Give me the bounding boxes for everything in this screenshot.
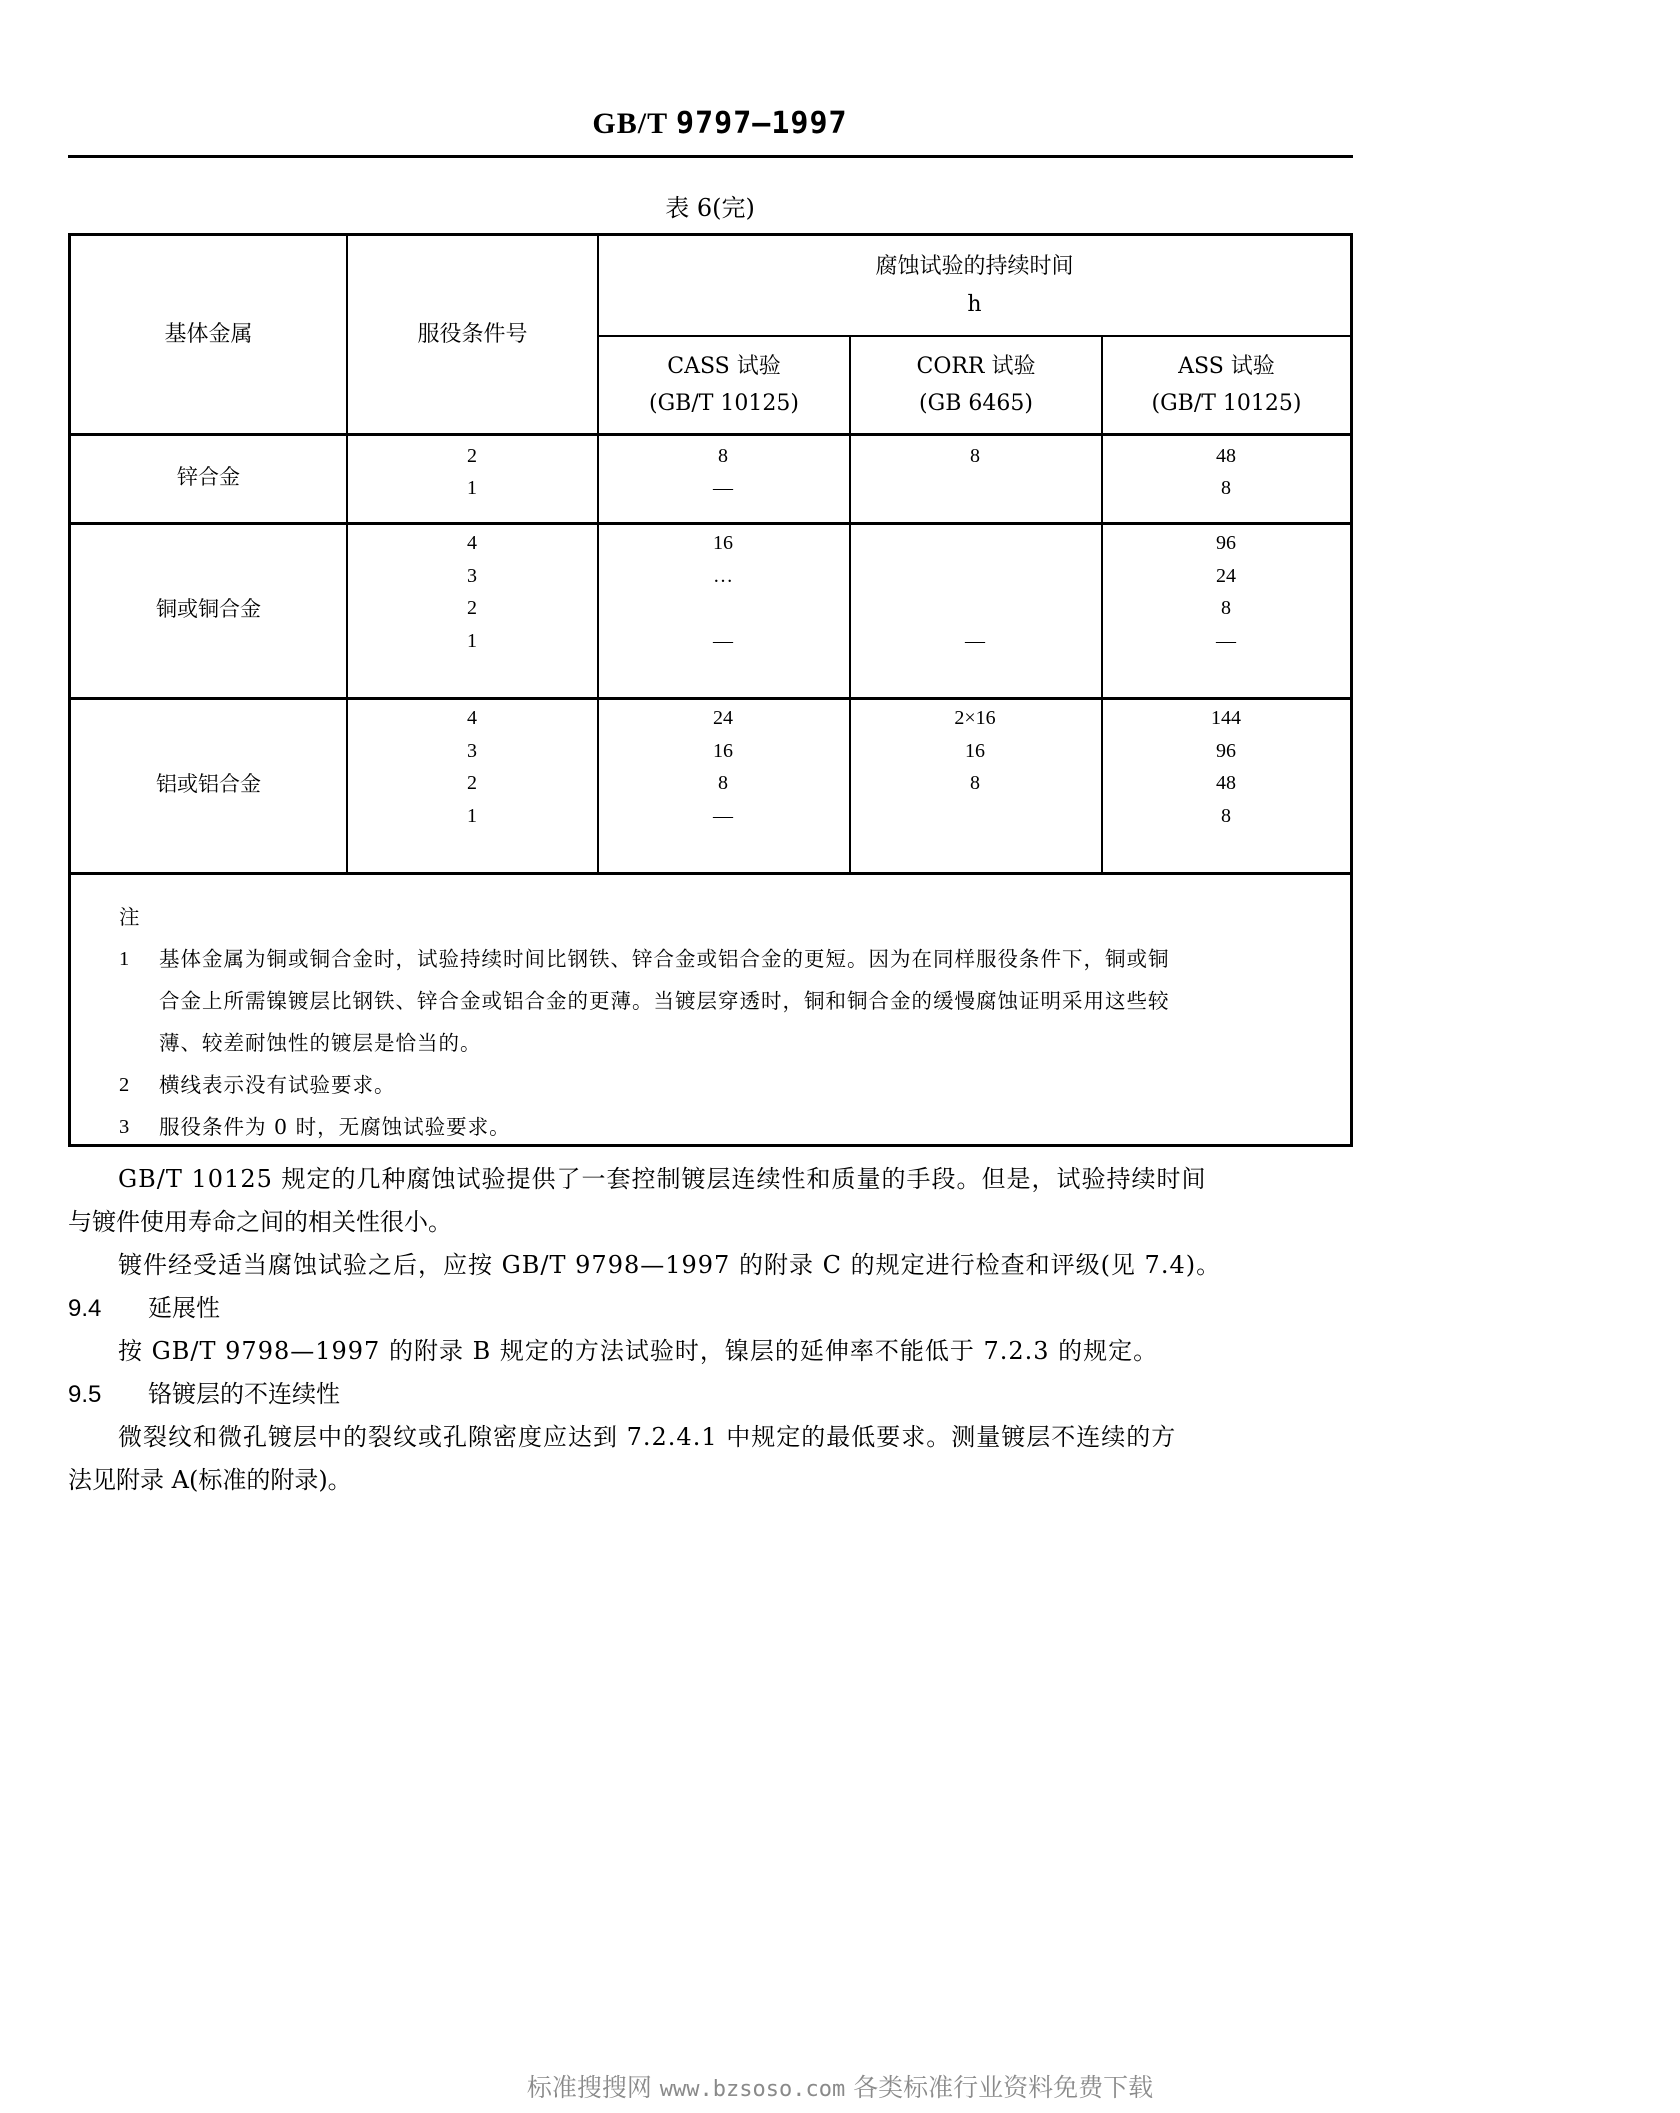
group-base-metal: 锌合金: [177, 464, 240, 489]
cell-ass: 144: [1211, 707, 1241, 729]
row-divider: [71, 872, 1350, 875]
cell-corr: 16: [965, 739, 985, 762]
header-corr: [851, 337, 1101, 433]
test-standard: (GB/T 10125): [1151, 391, 1302, 416]
cell-cass: 8: [718, 445, 728, 467]
cell-condition: 1: [467, 477, 477, 499]
cell-condition: 4: [467, 532, 477, 554]
cell-ass: —: [1216, 629, 1236, 652]
cell-ass: 8: [1221, 597, 1231, 619]
note-line: [119, 1022, 1319, 1064]
corrosion-test-table: [68, 233, 1353, 1147]
cell-cass: —: [713, 629, 733, 652]
test-standard: (GB 6465): [919, 391, 1033, 416]
note-line: [119, 1106, 1319, 1148]
test-standard: (GB/T 10125): [649, 391, 799, 416]
cell-cass: 24: [713, 707, 733, 729]
section-number: 9.4: [68, 1295, 102, 1322]
header-base-metal: 基体金属: [164, 321, 253, 347]
header-cass: [599, 337, 849, 433]
watermark-site-name: 标准搜搜网: [526, 2073, 652, 2102]
paragraph-continuation: 与镀件使用寿命之间的相关性很小。: [68, 1208, 452, 1236]
cell-cass: …: [713, 564, 733, 587]
watermark-url[interactable]: www.bzsoso.com: [659, 2077, 846, 2102]
cell-corr: 8: [970, 772, 980, 794]
section-title: 铬镀层的不连续性: [148, 1380, 340, 1408]
note-number: 3: [119, 1116, 130, 1138]
cell-corr: —: [965, 629, 985, 652]
cell-corr: 2×16: [954, 707, 996, 729]
header-ass: [1103, 337, 1350, 433]
header-service-condition: 服役条件号: [417, 321, 528, 347]
note-text: 横线表示没有试验要求。: [159, 1073, 396, 1097]
cell-ass: 48: [1216, 772, 1236, 794]
cell-cass: —: [713, 477, 733, 499]
note-line: [119, 938, 1319, 980]
cell-ass: 96: [1216, 739, 1236, 762]
paragraph: GB/T 10125 规定的几种腐蚀试验提供了一套控制镀层连续性和质量的手段。但是，试验持续时间: [118, 1165, 1207, 1193]
test-name: ASS 试验: [1178, 353, 1275, 379]
section-heading-9-5: [68, 1373, 1358, 1416]
cell-ass: 8: [1221, 804, 1231, 827]
note-number: 1: [119, 948, 130, 970]
paragraph-continuation: 法见附录 A(标准的附录)。: [68, 1466, 352, 1494]
note-text: 基体金属为铜或铜合金时，试验持续时间比钢铁、锌合金或铝合金的更短。因为在同样服役条件下，铜或铜: [159, 947, 1170, 971]
footer-watermark: [0, 2068, 1680, 2104]
cell-condition: 2: [467, 445, 477, 467]
cell-condition: 1: [467, 629, 477, 652]
watermark-tagline: 各类标准行业资料免费下载: [853, 2073, 1154, 2102]
section-heading-9-4: [68, 1287, 1358, 1330]
group-base-metal: 铜或铜合金: [156, 596, 261, 621]
cell-condition: 2: [467, 597, 477, 619]
note-line: [119, 980, 1319, 1022]
cell-ass: 24: [1216, 564, 1236, 587]
paragraph: 镀件经受适当腐蚀试验之后，应按 GB/T 9798—1997 的附录 C 的规定进行检查和评级(见 7.4)。: [118, 1251, 1222, 1279]
standard-number: 9797—1997: [676, 106, 848, 141]
paragraph: 微裂纹和微孔镀层中的裂纹或孔隙密度应达到 7.2.4.1 中规定的最低要求。测量镀层不连续的方: [118, 1423, 1177, 1451]
cell-cass: 16: [713, 739, 733, 762]
test-name: CORR 试验: [916, 353, 1036, 379]
paragraph: 按 GB/T 9798—1997 的附录 B 规定的方法试验时，镍层的延伸率不能低于 7.2.3 的规定。: [118, 1337, 1159, 1365]
notes-list: [119, 938, 1319, 1148]
note-text: 合金上所需镍镀层比钢铁、锌合金或铝合金的更薄。当镀层穿透时，铜和铜合金的缓慢腐蚀证明采用这些较: [159, 989, 1170, 1013]
note-number: 2: [119, 1074, 130, 1096]
note-number: [119, 1022, 159, 1064]
header-duration: [599, 236, 1350, 335]
note-number: [119, 980, 159, 1022]
header-rule: [68, 155, 1353, 158]
note-text: 服役条件为 0 时，无腐蚀试验要求。: [159, 1115, 511, 1139]
document-header: [0, 106, 1440, 141]
cell-ass: 96: [1216, 532, 1236, 554]
table-caption: 表 6(完): [665, 194, 755, 222]
note-text: 薄、较差耐蚀性的镀层是恰当的。: [159, 1031, 482, 1055]
section-title: 延展性: [148, 1294, 220, 1322]
header-duration-title: 腐蚀试验的持续时间: [875, 254, 1074, 280]
cell-ass: 8: [1221, 477, 1231, 499]
cell-condition: 3: [467, 564, 477, 587]
cell-ass: 48: [1216, 445, 1236, 467]
header-duration-unit: h: [967, 291, 982, 317]
cell-condition: 3: [467, 739, 477, 762]
body-text: [68, 1158, 1358, 1502]
cell-condition: 4: [467, 707, 477, 729]
test-name: CASS 试验: [667, 353, 781, 379]
cell-condition: 2: [467, 772, 477, 794]
note-line: [119, 1064, 1319, 1106]
cell-cass: —: [713, 804, 733, 827]
cell-condition: 1: [467, 804, 477, 827]
notes-title: 注: [119, 905, 140, 929]
cell-cass: 16: [713, 532, 733, 554]
table-notes: [119, 896, 1319, 1148]
standard-code: GB/T: [592, 107, 668, 140]
cell-corr: 8: [970, 445, 980, 467]
group-base-metal: 铝或铝合金: [156, 771, 261, 796]
section-number: 9.5: [68, 1381, 102, 1408]
cell-cass: 8: [718, 772, 728, 794]
